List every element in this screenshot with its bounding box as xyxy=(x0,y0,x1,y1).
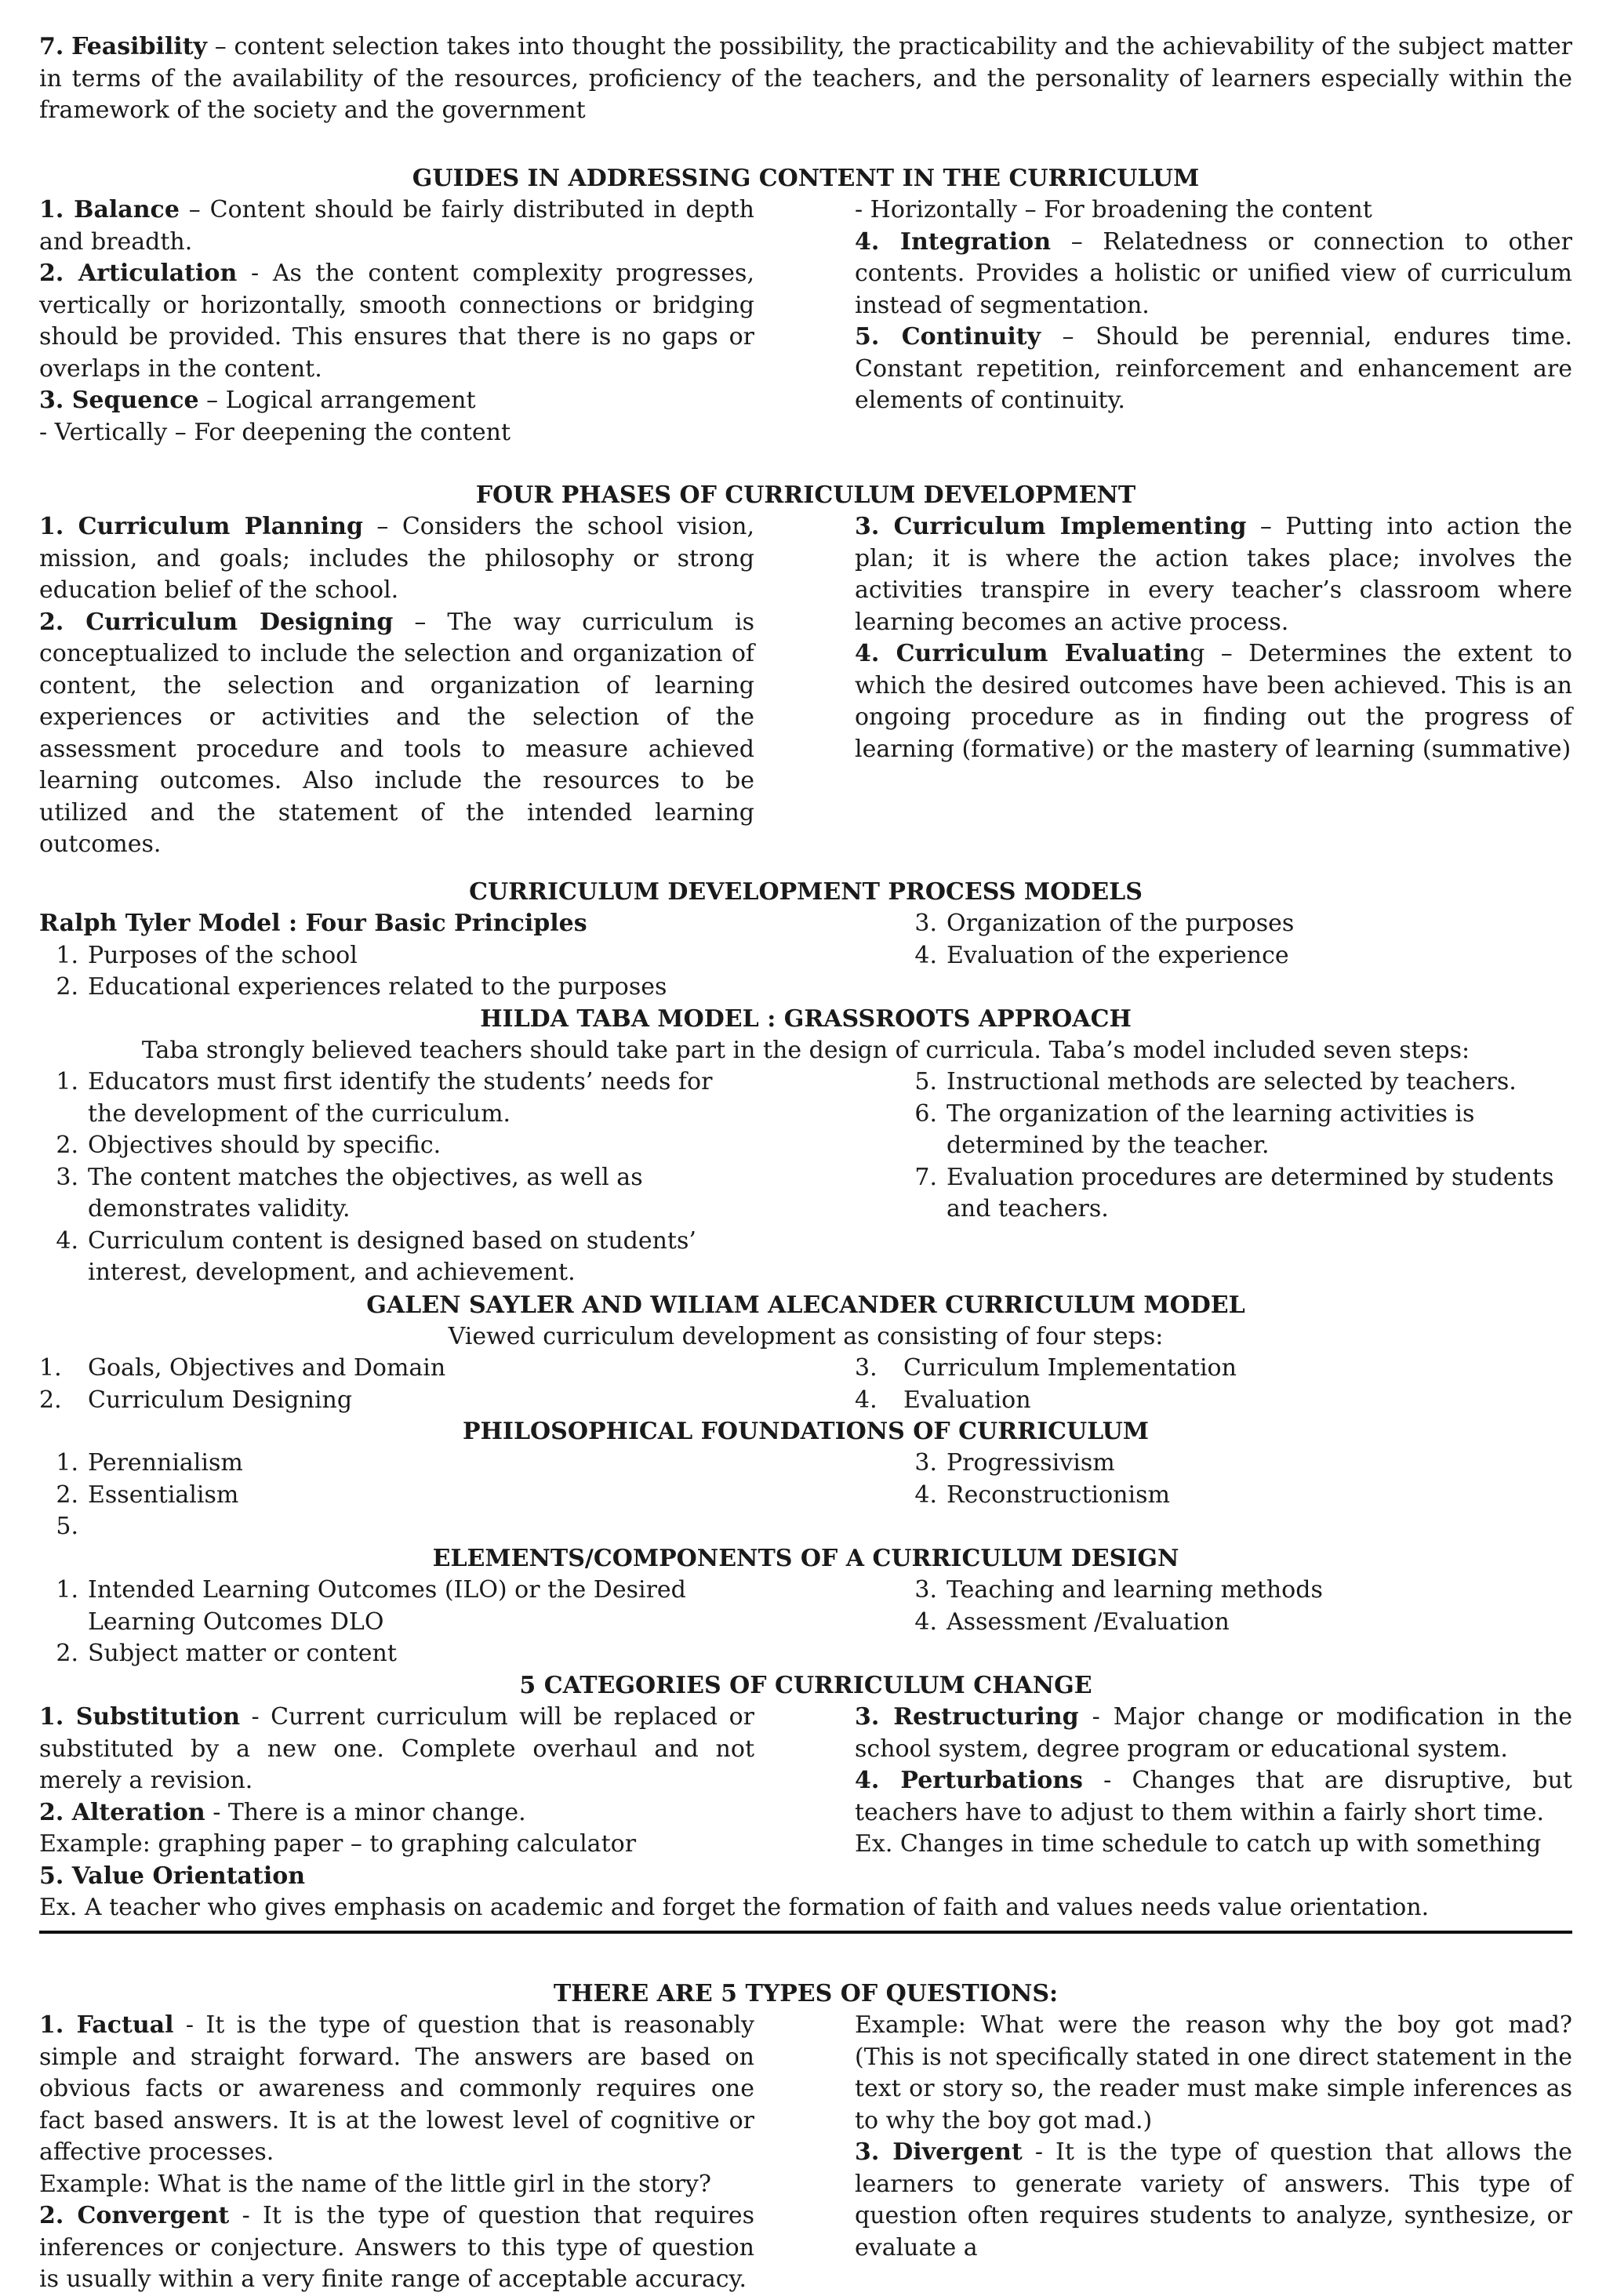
change-perturbations: 4. Perturbations - Changes that are disruptive, but teachers have to adjust to them within a fairly short time. xyxy=(855,1767,1572,1826)
list-item: 7. Evaluation procedures are determined by students and teachers. xyxy=(914,1163,1554,1222)
change-perturbations-example: Ex. Changes in time schedule to catch up with something xyxy=(855,1830,1542,1858)
list-item: 4. Evaluation xyxy=(855,1386,1031,1414)
feasibility-number: 7. xyxy=(39,33,64,60)
list-item: 4. Curriculum content is designed based on students’ interest, development, and achievement. xyxy=(56,1226,696,1286)
list-item: 3. The content matches the objectives, as well as demonstrates validity. xyxy=(56,1163,643,1222)
list-item: 2. Curriculum Designing xyxy=(39,1386,353,1414)
phase-evaluating: 4. Curriculum Evaluating – Determines the extent to which the desired outcomes have been achieved. This is an ongoing procedure as in finding out the progress of learning (formative) or the mastery of learning (summative) xyxy=(855,640,1572,763)
phase-implementing: 3. Curriculum Implementing – Putting into action the plan; it is where the action takes place; involves the activities transpire in every teacher’s classroom where learning becomes an active process. xyxy=(855,513,1572,636)
taba-intro: Taba strongly believed teachers should take part in the design of curricula. Taba’s model included seven steps: xyxy=(141,1037,1470,1064)
list-item: 1. Purposes of the school xyxy=(56,941,358,969)
guide-articulation: 2. Articulation - As the content complexity progresses, vertically or horizontally, smooth connections or bridging should be provided. This ensures that there is no gaps or overlaps in the content. xyxy=(39,260,754,383)
phase-designing: 2. Curriculum Designing – The way curriculum is conceptualized to include the selection and organization of content, the selection and organization of learning experiences or activities and the selection of the assessment procedure and tools to measure achieved learning outcomes. Also include the resources to be utilized and the statement of the intended learning outcomes. xyxy=(39,608,755,858)
elements-heading: ELEMENTS/COMPONENTS OF A CURRICULUM DESIGN xyxy=(432,1545,1179,1572)
tyler-right-column xyxy=(898,908,1572,972)
list-item: 1. Educators must first identify the students’ needs for the development of the curriculum. xyxy=(56,1068,713,1128)
elements-right-column xyxy=(898,1575,1572,1638)
feasibility-paragraph xyxy=(39,31,1572,127)
list-item: 4. Assessment /Evaluation xyxy=(914,1608,1230,1636)
list-item: 3. Teaching and learning methods xyxy=(914,1576,1323,1604)
list-item: 3. Progressivism xyxy=(914,1449,1115,1477)
question-convergent-example: Example: What were the reason why the boy got mad? (This is not specifically stated in one direct statement in the text or story so, the reader must make simple inferences as to why the boy got mad.) xyxy=(855,2011,1572,2134)
feasibility-term: Feasibility xyxy=(71,33,207,60)
questions-right-column xyxy=(855,2010,1572,2264)
questions-left-column xyxy=(39,2010,754,2296)
phases-right-column xyxy=(855,511,1572,765)
questions-heading: THERE ARE 5 TYPES OF QUESTIONS: xyxy=(553,1980,1059,2007)
models-heading: CURRICULUM DEVELOPMENT PROCESS MODELS xyxy=(469,878,1143,906)
guides-left-column xyxy=(39,194,754,449)
question-factual: 1. Factual - It is the type of question that is reasonably simple and straight forward. The answers are based on obvious facts or awareness and commonly requires one fact based answers. It is at the lowest level of cognitive or affective processes. xyxy=(39,2011,754,2166)
taba-left-column xyxy=(39,1066,754,1289)
phases-heading: FOUR PHASES OF CURRICULUM DEVELOPMENT xyxy=(475,481,1136,509)
philosophy-right-column xyxy=(898,1448,1572,1511)
list-item: 4. Reconstructionism xyxy=(914,1480,1170,1509)
sayler-left-column xyxy=(39,1353,754,1416)
sayler-right-column xyxy=(855,1353,1572,1416)
phases-left-column xyxy=(39,511,754,861)
list-item: 2. Essentialism xyxy=(56,1480,239,1509)
guide-integration: 4. Integration – Relatedness or connection to other contents. Provides a holistic or unified view of curriculum instead of segmentation. xyxy=(855,227,1572,319)
philosophy-left-column xyxy=(39,1448,754,1543)
sayler-heading: GALEN SAYLER AND WILIAM ALECANDER CURRICULUM MODEL xyxy=(366,1292,1245,1319)
change-value-orientation-text: Ex. A teacher who gives emphasis on academic and forget the formation of faith and values needs value orientation. xyxy=(39,1894,1430,1921)
list-item: 2. Educational experiences related to the purposes xyxy=(56,973,667,1001)
change-restructuring: 3. Restructuring - Major change or modification in the school system, degree program or educational system. xyxy=(855,1703,1572,1763)
tyler-heading: Ralph Tyler Model : Four Basic Principles xyxy=(39,910,587,937)
list-item: 5. xyxy=(56,1513,78,1540)
list-item: 6. The organization of the learning activities is determined by the teacher. xyxy=(914,1099,1475,1159)
change-right-column xyxy=(855,1702,1572,1861)
change-alteration-example: Example: graphing paper – to graphing calculator xyxy=(39,1830,637,1858)
phase-planning: 1. Curriculum Planning – Considers the school vision, mission, and goals; includes the philosophy or strong education belief of the school. xyxy=(39,513,754,604)
question-factual-example: Example: What is the name of the little girl in the story? xyxy=(39,2170,711,2198)
guide-balance: 1. Balance – Content should be fairly distributed in depth and breadth. xyxy=(39,196,754,256)
sayler-intro: Viewed curriculum development as consisting of four steps: xyxy=(448,1323,1164,1350)
change-substitution: 1. Substitution - Current curriculum will be replaced or substituted by a new one. Complete overhaul and not merely a revision. xyxy=(39,1703,754,1794)
list-item: 3. Curriculum Implementation xyxy=(855,1354,1237,1382)
guides-right-column xyxy=(855,194,1572,417)
list-item: 2. Objectives should by specific. xyxy=(56,1132,441,1159)
guide-continuity: 5. Continuity – Should be perennial, endures time. Constant repetition, reinforcement and enhancement are elements of continuity. xyxy=(855,323,1573,414)
list-item: 1. Perennialism xyxy=(56,1449,243,1477)
guide-vertically: - Vertically – For deepening the content xyxy=(39,418,511,446)
question-divergent: 3. Divergent - It is the type of question that allows the learners to generate variety of answers. This type of question often requires students to analyze, synthesize, or evaluate a xyxy=(855,2138,1572,2261)
list-item: 1. Goals, Objectives and Domain xyxy=(39,1354,446,1382)
list-item: 1. Intended Learning Outcomes (ILO) or the Desired Learning Outcomes DLO xyxy=(56,1576,686,1636)
taba-heading: HILDA TABA MODEL : GRASSROOTS APPROACH xyxy=(480,1005,1132,1033)
list-item: 3. Organization of the purposes xyxy=(914,910,1295,937)
change-heading: 5 CATEGORIES OF CURRICULUM CHANGE xyxy=(519,1672,1092,1699)
change-left-column xyxy=(39,1702,754,1861)
change-value-orientation-term: 5. Value Orientation xyxy=(39,1862,306,1890)
tyler-left-column xyxy=(39,908,754,1004)
list-item: 4. Evaluation of the experience xyxy=(914,941,1289,969)
taba-right-column xyxy=(898,1066,1572,1226)
philosophy-heading: PHILOSOPHICAL FOUNDATIONS OF CURRICULUM xyxy=(463,1418,1149,1445)
elements-left-column xyxy=(39,1575,754,1670)
guide-horizontally: - Horizontally – For broadening the content xyxy=(855,196,1372,223)
section-divider xyxy=(39,1931,1572,1934)
list-item: 2. Subject matter or content xyxy=(56,1640,397,1667)
question-convergent: 2. Convergent - It is the type of question that requires inferences or conjecture. Answers to this type of question is usually within a very finite range of acceptable accuracy. xyxy=(39,2202,754,2293)
guide-sequence: 3. Sequence – Logical arrangement xyxy=(39,387,476,414)
guides-heading: GUIDES IN ADDRESSING CONTENT IN THE CURRICULUM xyxy=(412,165,1200,192)
change-alteration: 2. Alteration - There is a minor change. xyxy=(39,1798,526,1826)
feasibility-text: – content selection takes into thought the possibility, the practicability and the achievability of the subject matter in terms of the availability of the resources, proficiency of the teachers, and the personality of learners especially within the framework of the society and the government xyxy=(39,33,1572,124)
list-item: 5. Instructional methods are selected by teachers. xyxy=(914,1068,1517,1095)
